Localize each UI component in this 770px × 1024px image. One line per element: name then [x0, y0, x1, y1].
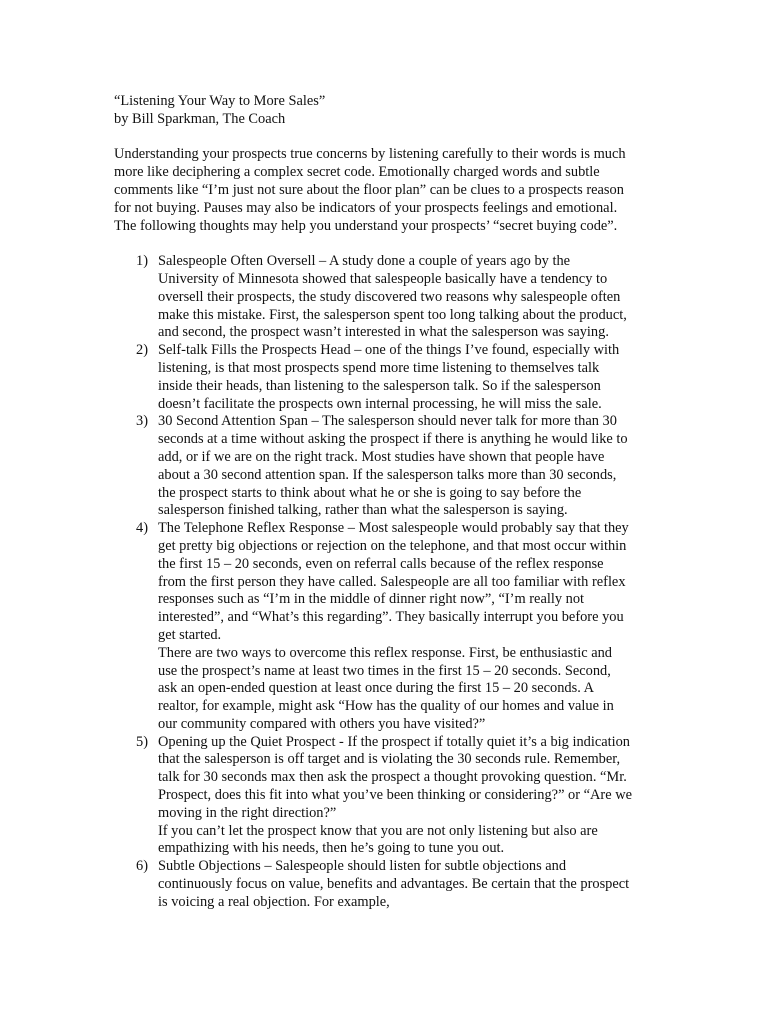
list-item-line: listening, is that most prospects spend more time listening to themselves talk [158, 359, 600, 376]
list-item-number: 6) [136, 858, 148, 875]
list-item-line: our community compared with others you have visited?” [158, 715, 486, 732]
list-item-line: If you can’t let the prospect know that you are not only listening but also are [158, 822, 598, 839]
list-item-line: use the prospect’s name at least two times in the first 15 – 20 seconds. Second, [158, 662, 611, 679]
list-item-line: doesn’t facilitate the prospects own internal processing, he will miss the sale. [158, 395, 602, 412]
list-item-line: the prospect starts to think about what he or she is going to say before the [158, 484, 582, 501]
list-item-line: that the salesperson is off target and is violating the 30 seconds rule. Remember, [158, 751, 621, 768]
list-item-line: and second, the prospect wasn’t interested in what the salesperson was saying. [158, 324, 609, 341]
numbered-list [114, 253, 664, 911]
list-item [114, 520, 664, 734]
list-item-line: seconds at a time without asking the prospect if there is anything he would like to [158, 431, 628, 448]
list-item-line: Self-talk Fills the Prospects Head – one of the things I’ve found, especially with [158, 342, 620, 359]
list-item-number: 1) [136, 253, 148, 270]
list-item-line: There are two ways to overcome this reflex response. First, be enthusiastic and [158, 644, 612, 661]
list-item-line: Salespeople Often Oversell – A study done a couple of years ago by the [158, 253, 571, 270]
list-item-line: Prospect, does this fit into what you’ve been thinking or considering?” or “Are we [158, 787, 632, 804]
list-item-line: Subtle Objections – Salespeople should listen for subtle objections and [158, 858, 567, 875]
list-item-line: 30 Second Attention Span – The salesperson should never talk for more than 30 [158, 413, 617, 430]
intro-line: The following thoughts may help you understand your prospects’ “secret buying code”. [114, 217, 618, 234]
document-title: “Listening Your Way to More Sales” [114, 93, 326, 109]
list-item [114, 342, 664, 413]
list-item-line: realtor, for example, might ask “How has the quality of our homes and value in [158, 698, 614, 715]
list-item-line: from the first person they have called. Salespeople are all too familiar with reflex [158, 573, 626, 590]
list-item-line: talk for 30 seconds max then ask the prospect a thought provoking question. “Mr. [158, 769, 627, 786]
list-item [114, 413, 664, 520]
list-item-line: add, or if we are on the right track. Most studies have shown that people have [158, 448, 605, 465]
list-item [114, 253, 664, 342]
list-item-line: responses such as “I’m in the middle of dinner right now”, “I’m really not [158, 591, 585, 608]
list-item-line: salesperson finished talking, rather than what the salesperson is saying. [158, 502, 568, 519]
list-item-number: 4) [136, 520, 148, 537]
list-item-number: 5) [136, 733, 148, 750]
list-item-line: ask an open-ended question at least once during the first 15 – 20 seconds. A [158, 680, 595, 697]
intro-line: for not buying. Pauses may also be indicators of your prospects feelings and emotional. [114, 199, 618, 216]
list-item-line: inside their heads, than listening to the salesperson talk. So if the salesperson [158, 377, 601, 394]
intro-line: more like deciphering a complex secret code. Emotionally charged words and subtle [114, 164, 600, 181]
title-block [114, 93, 664, 129]
list-item-number: 3) [136, 413, 148, 430]
list-item-line: get pretty big objections or rejection on the telephone, and that most occur within [158, 537, 627, 554]
document-page [114, 93, 664, 912]
list-item-line: continuously focus on value, benefits and advantages. Be certain that the prospect [158, 876, 630, 893]
list-item [114, 858, 664, 911]
list-item-line: University of Minnesota showed that salespeople basically have a tendency to [158, 270, 608, 287]
list-item-line: is voicing a real objection. For example, [158, 893, 390, 910]
document-byline: by Bill Sparkman, The Coach [114, 110, 286, 127]
list-item-line: Opening up the Quiet Prospect - If the prospect if totally quiet it’s a big indication [158, 733, 630, 750]
list-item-line: empathizing with his needs, then he’s going to tune you out. [158, 840, 505, 857]
list-item-line: oversell their prospects, the study discovered two reasons why salespeople often [158, 288, 621, 305]
list-item-line: get started. [158, 626, 222, 643]
list-item-line: make this mistake. First, the salesperson spent too long talking about the product, [158, 306, 627, 323]
intro-line: comments like “I’m just not sure about the floor plan” can be clues to a prospects reason [114, 181, 624, 198]
list-item-line: the first 15 – 20 seconds, even on referral calls because of the reflex response [158, 555, 604, 572]
list-item-line: interested”, and “What’s this regarding”. They basically interrupt you before you [158, 609, 624, 626]
intro-paragraph [114, 146, 664, 235]
list-item-number: 2) [136, 342, 148, 359]
list-item [114, 734, 664, 859]
list-item-line: about a 30 second attention span. If the salesperson talks more than 30 seconds, [158, 466, 617, 483]
list-item-line: moving in the right direction?” [158, 804, 337, 821]
list-item-line: The Telephone Reflex Response – Most salespeople would probably say that they [158, 520, 629, 537]
intro-line: Understanding your prospects true concerns by listening carefully to their words is much [114, 146, 626, 163]
